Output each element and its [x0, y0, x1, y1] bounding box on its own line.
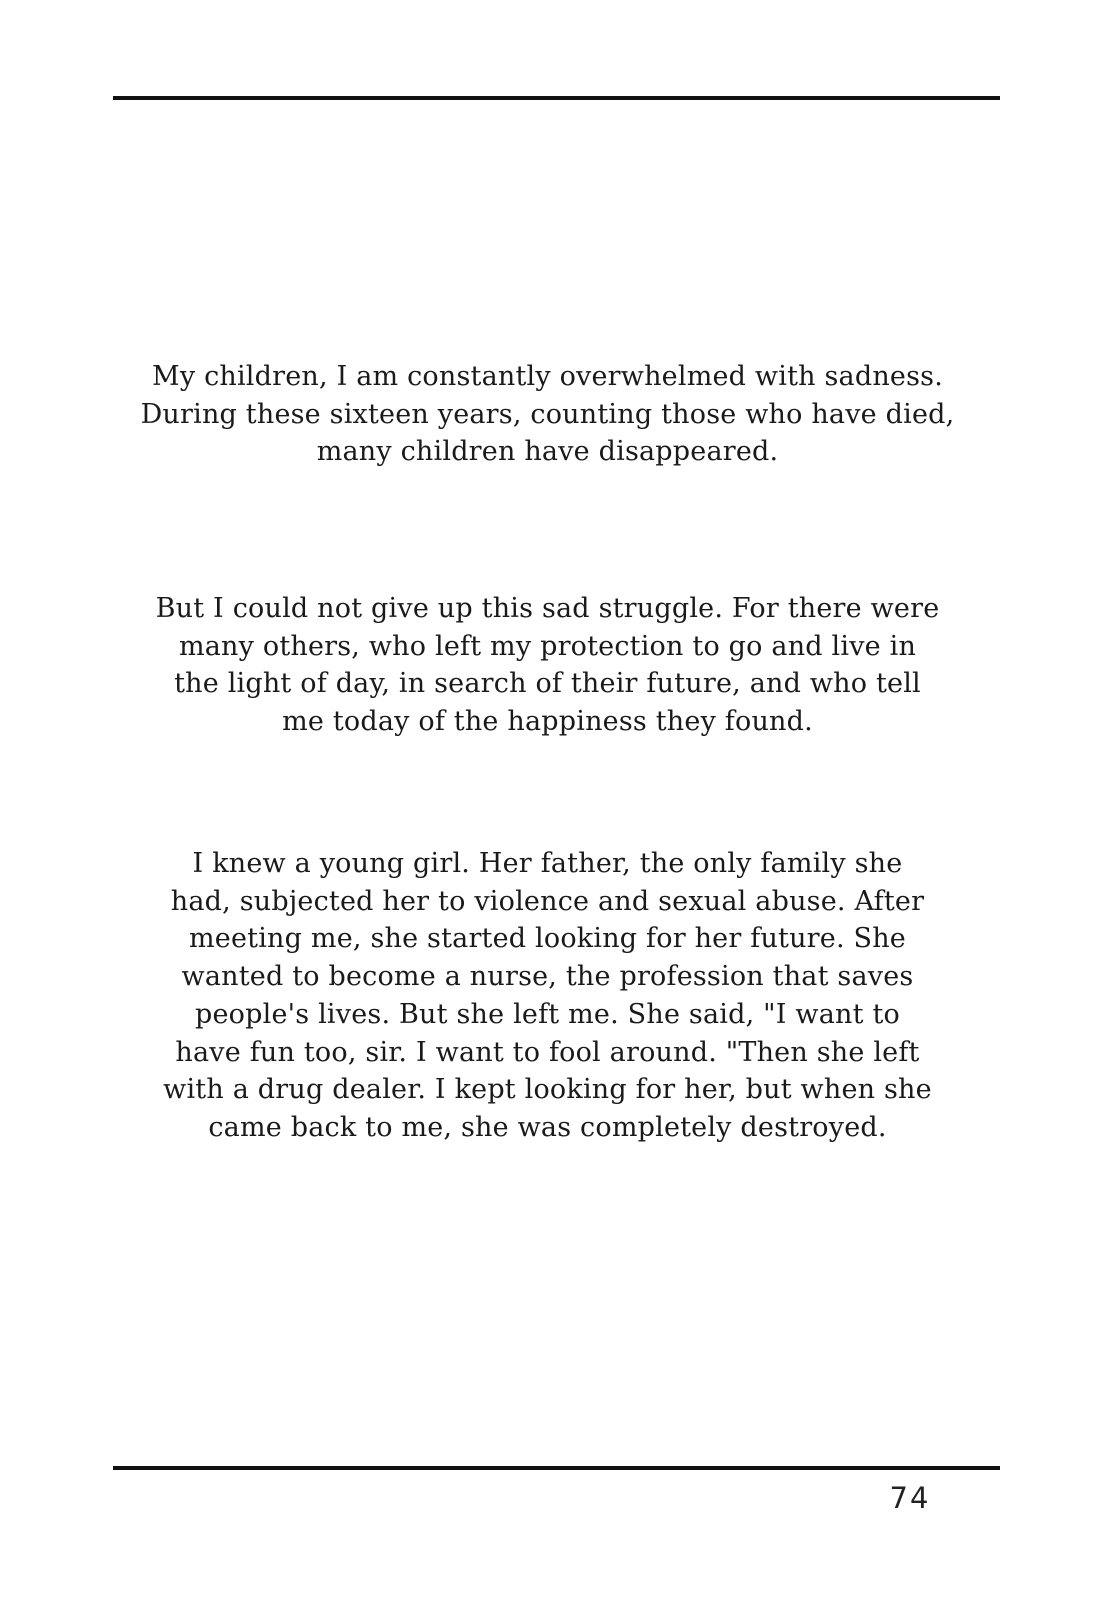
paragraph-line: meeting me, she started looking for her future. She — [189, 923, 906, 955]
paragraph-1 — [80, 358, 1015, 471]
paragraph-line: I knew a young girl. Her father, the only family she — [192, 848, 903, 879]
paragraph-line: many others, who left my protection to go and live in — [178, 630, 917, 662]
footer-rule — [113, 1466, 1000, 1470]
paragraph-line: have fun too, sir. I want to fool around. "Then she left — [175, 1036, 920, 1068]
paragraph-line: had, subjected her to violence and sexual abuse. After — [170, 885, 925, 917]
paragraph-line: people's lives. But she left me. She said, "I want to — [195, 998, 900, 1030]
paragraph-3 — [80, 845, 1015, 1147]
paragraph-line: the light of day, in search of their future, and who tell — [174, 668, 921, 700]
paragraph-line: me today of the happiness they found. — [282, 706, 813, 738]
paragraph-2 — [80, 590, 1015, 741]
paragraph-line: with a drug dealer. I kept looking for her, but when she — [163, 1074, 932, 1106]
paragraph-line: My children, I am constantly overwhelmed with sadness. — [151, 361, 944, 392]
page-number: 74 — [889, 1481, 931, 1515]
header-rule — [113, 96, 1000, 100]
paragraph-line: wanted to become a nurse, the profession that saves — [181, 961, 914, 993]
paragraph-line: came back to me, she was completely destroyed. — [208, 1111, 887, 1143]
paragraph-line: During these sixteen years, counting those who have died, — [140, 398, 955, 430]
paragraph-line: many children have disappeared. — [316, 436, 779, 468]
paragraph-line: But I could not give up this sad struggle. For there were — [155, 593, 940, 624]
